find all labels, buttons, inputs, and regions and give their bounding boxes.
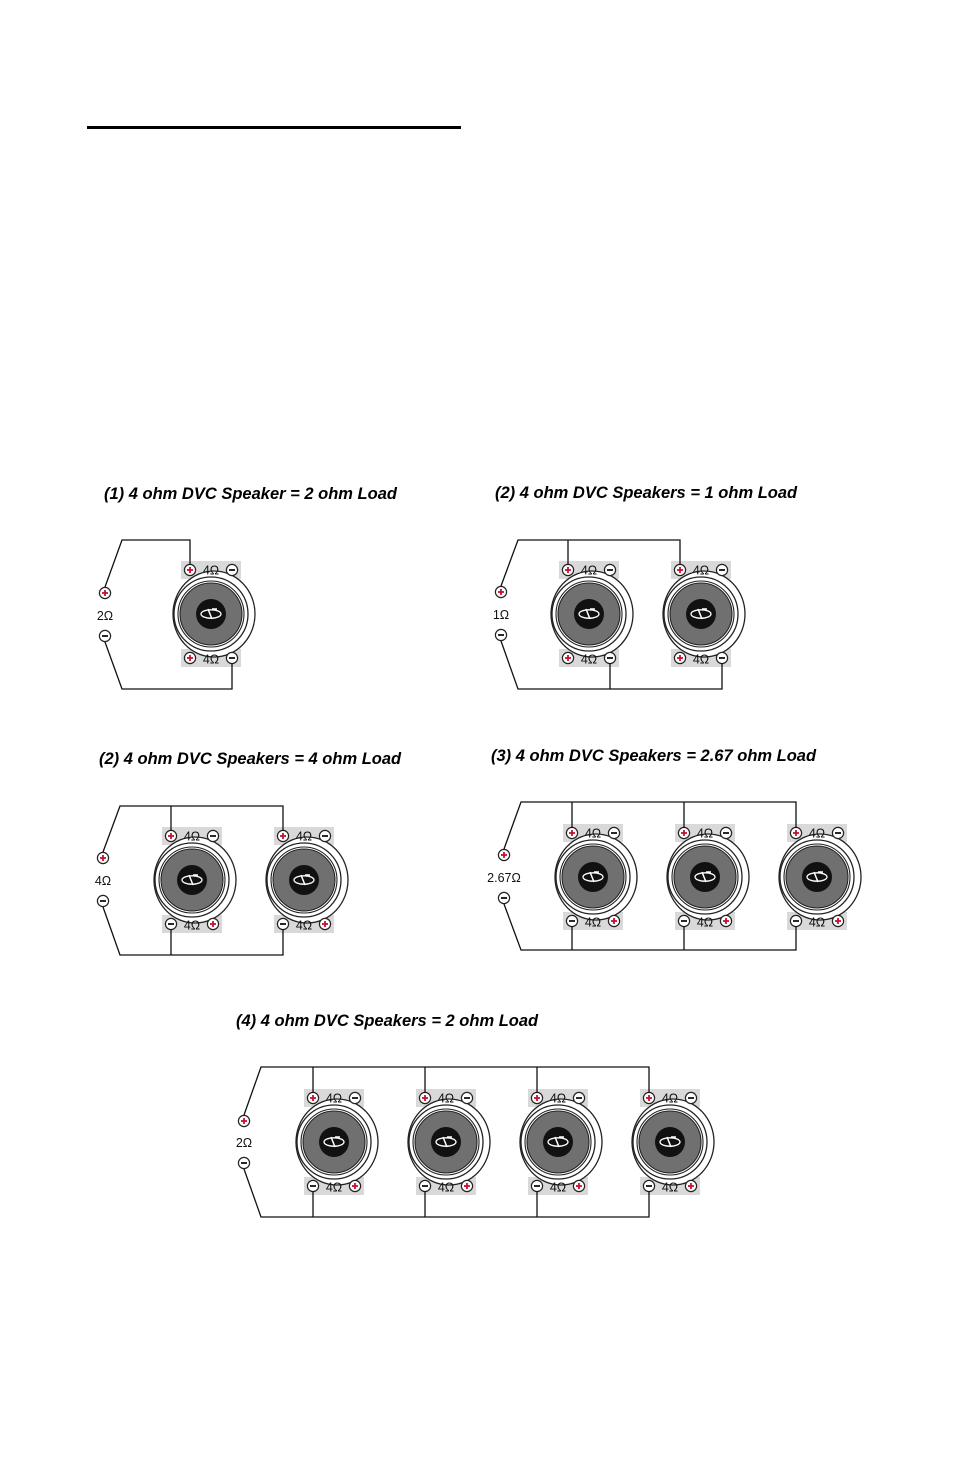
minus-circle-icon bbox=[573, 1092, 584, 1103]
minus-circle-icon bbox=[349, 1092, 360, 1103]
minus-circle-icon bbox=[716, 652, 727, 663]
plus-circle-icon bbox=[498, 849, 509, 860]
diagram-title-4: (3) 4 ohm DVC Speakers = 2.67 ohm Load bbox=[491, 747, 817, 765]
minus-circle-icon bbox=[790, 915, 801, 926]
plus-circle-icon bbox=[685, 1180, 696, 1191]
minus-circle-icon bbox=[608, 827, 619, 838]
coil-label-bottom: 4Ω bbox=[437, 1180, 455, 1195]
minus-circle-icon bbox=[678, 915, 689, 926]
coil-label-bottom: 4Ω bbox=[580, 652, 598, 667]
minus-circle-icon bbox=[319, 830, 330, 841]
diagram-title-1: (1) 4 ohm DVC Speaker = 2 ohm Load bbox=[104, 485, 397, 503]
coil-label-top: 4Ω bbox=[549, 1091, 567, 1106]
minus-circle-icon bbox=[716, 564, 727, 575]
plus-circle-icon bbox=[790, 827, 801, 838]
diagram-title-2: (2) 4 ohm DVC Speakers = 1 ohm Load bbox=[495, 484, 798, 502]
minus-circle-icon bbox=[277, 918, 288, 929]
minus-circle-icon bbox=[419, 1180, 430, 1191]
plus-circle-icon bbox=[238, 1115, 249, 1126]
plus-circle-icon bbox=[184, 564, 195, 575]
minus-circle-icon bbox=[238, 1157, 249, 1168]
plus-circle-icon bbox=[319, 918, 330, 929]
minus-circle-icon bbox=[498, 892, 509, 903]
diagram-title-5: (4) 4 ohm DVC Speakers = 2 ohm Load bbox=[236, 1012, 539, 1030]
plus-circle-icon bbox=[643, 1092, 654, 1103]
minus-circle-icon bbox=[604, 652, 615, 663]
amp-load-label: 2.67Ω bbox=[487, 871, 521, 885]
minus-circle-icon bbox=[531, 1180, 542, 1191]
plus-circle-icon bbox=[832, 915, 843, 926]
minus-circle-icon bbox=[226, 564, 237, 575]
coil-label-top: 4Ω bbox=[183, 829, 201, 844]
coil-label-bottom: 4Ω bbox=[661, 1180, 679, 1195]
plus-circle-icon bbox=[207, 918, 218, 929]
plus-circle-icon bbox=[562, 564, 573, 575]
wire-positive bbox=[105, 540, 190, 587]
minus-circle-icon bbox=[604, 564, 615, 575]
coil-label-top: 4Ω bbox=[584, 826, 602, 841]
coil-label-top: 4Ω bbox=[437, 1091, 455, 1106]
plus-circle-icon bbox=[349, 1180, 360, 1191]
plus-circle-icon bbox=[184, 652, 195, 663]
coil-label-top: 4Ω bbox=[692, 563, 710, 578]
coil-label-bottom: 4Ω bbox=[692, 652, 710, 667]
coil-label-bottom: 4Ω bbox=[202, 652, 220, 667]
coil-label-top: 4Ω bbox=[580, 563, 598, 578]
minus-circle-icon bbox=[685, 1092, 696, 1103]
plus-circle-icon bbox=[678, 827, 689, 838]
coil-label-bottom: 4Ω bbox=[183, 918, 201, 933]
plus-circle-icon bbox=[674, 652, 685, 663]
minus-circle-icon bbox=[566, 915, 577, 926]
plus-circle-icon bbox=[97, 852, 108, 863]
plus-circle-icon bbox=[573, 1180, 584, 1191]
plus-circle-icon bbox=[461, 1180, 472, 1191]
plus-circle-icon bbox=[495, 586, 506, 597]
wire-positive bbox=[504, 802, 796, 849]
coil-label-bottom: 4Ω bbox=[295, 918, 313, 933]
amp-load-label: 2Ω bbox=[96, 609, 114, 623]
minus-circle-icon bbox=[461, 1092, 472, 1103]
coil-label-bottom: 4Ω bbox=[808, 915, 826, 930]
coil-label-top: 4Ω bbox=[202, 563, 220, 578]
amp-load-label: 2Ω bbox=[235, 1136, 253, 1150]
diagram-title-3: (2) 4 ohm DVC Speakers = 4 ohm Load bbox=[99, 750, 402, 768]
coil-label-top: 4Ω bbox=[696, 826, 714, 841]
coil-label-bottom: 4Ω bbox=[696, 915, 714, 930]
plus-circle-icon bbox=[419, 1092, 430, 1103]
minus-circle-icon bbox=[226, 652, 237, 663]
coil-label-bottom: 4Ω bbox=[584, 915, 602, 930]
plus-circle-icon bbox=[566, 827, 577, 838]
plus-circle-icon bbox=[99, 587, 110, 598]
minus-circle-icon bbox=[495, 629, 506, 640]
plus-circle-icon bbox=[531, 1092, 542, 1103]
amp-load-label: 1Ω bbox=[492, 608, 510, 622]
minus-circle-icon bbox=[207, 830, 218, 841]
plus-circle-icon bbox=[674, 564, 685, 575]
minus-circle-icon bbox=[165, 918, 176, 929]
minus-circle-icon bbox=[97, 895, 108, 906]
coil-label-top: 4Ω bbox=[295, 829, 313, 844]
wire-negative bbox=[504, 904, 796, 950]
minus-circle-icon bbox=[832, 827, 843, 838]
coil-label-top: 4Ω bbox=[808, 826, 826, 841]
minus-circle-icon bbox=[643, 1180, 654, 1191]
plus-circle-icon bbox=[277, 830, 288, 841]
coil-label-bottom: 4Ω bbox=[325, 1180, 343, 1195]
minus-circle-icon bbox=[99, 630, 110, 641]
coil-label-top: 4Ω bbox=[325, 1091, 343, 1106]
amp-load-label: 4Ω bbox=[94, 874, 112, 888]
plus-circle-icon bbox=[562, 652, 573, 663]
minus-circle-icon bbox=[720, 827, 731, 838]
minus-circle-icon bbox=[307, 1180, 318, 1191]
plus-circle-icon bbox=[720, 915, 731, 926]
plus-circle-icon bbox=[307, 1092, 318, 1103]
plus-circle-icon bbox=[165, 830, 176, 841]
plus-circle-icon bbox=[608, 915, 619, 926]
coil-label-top: 4Ω bbox=[661, 1091, 679, 1106]
coil-label-bottom: 4Ω bbox=[549, 1180, 567, 1195]
